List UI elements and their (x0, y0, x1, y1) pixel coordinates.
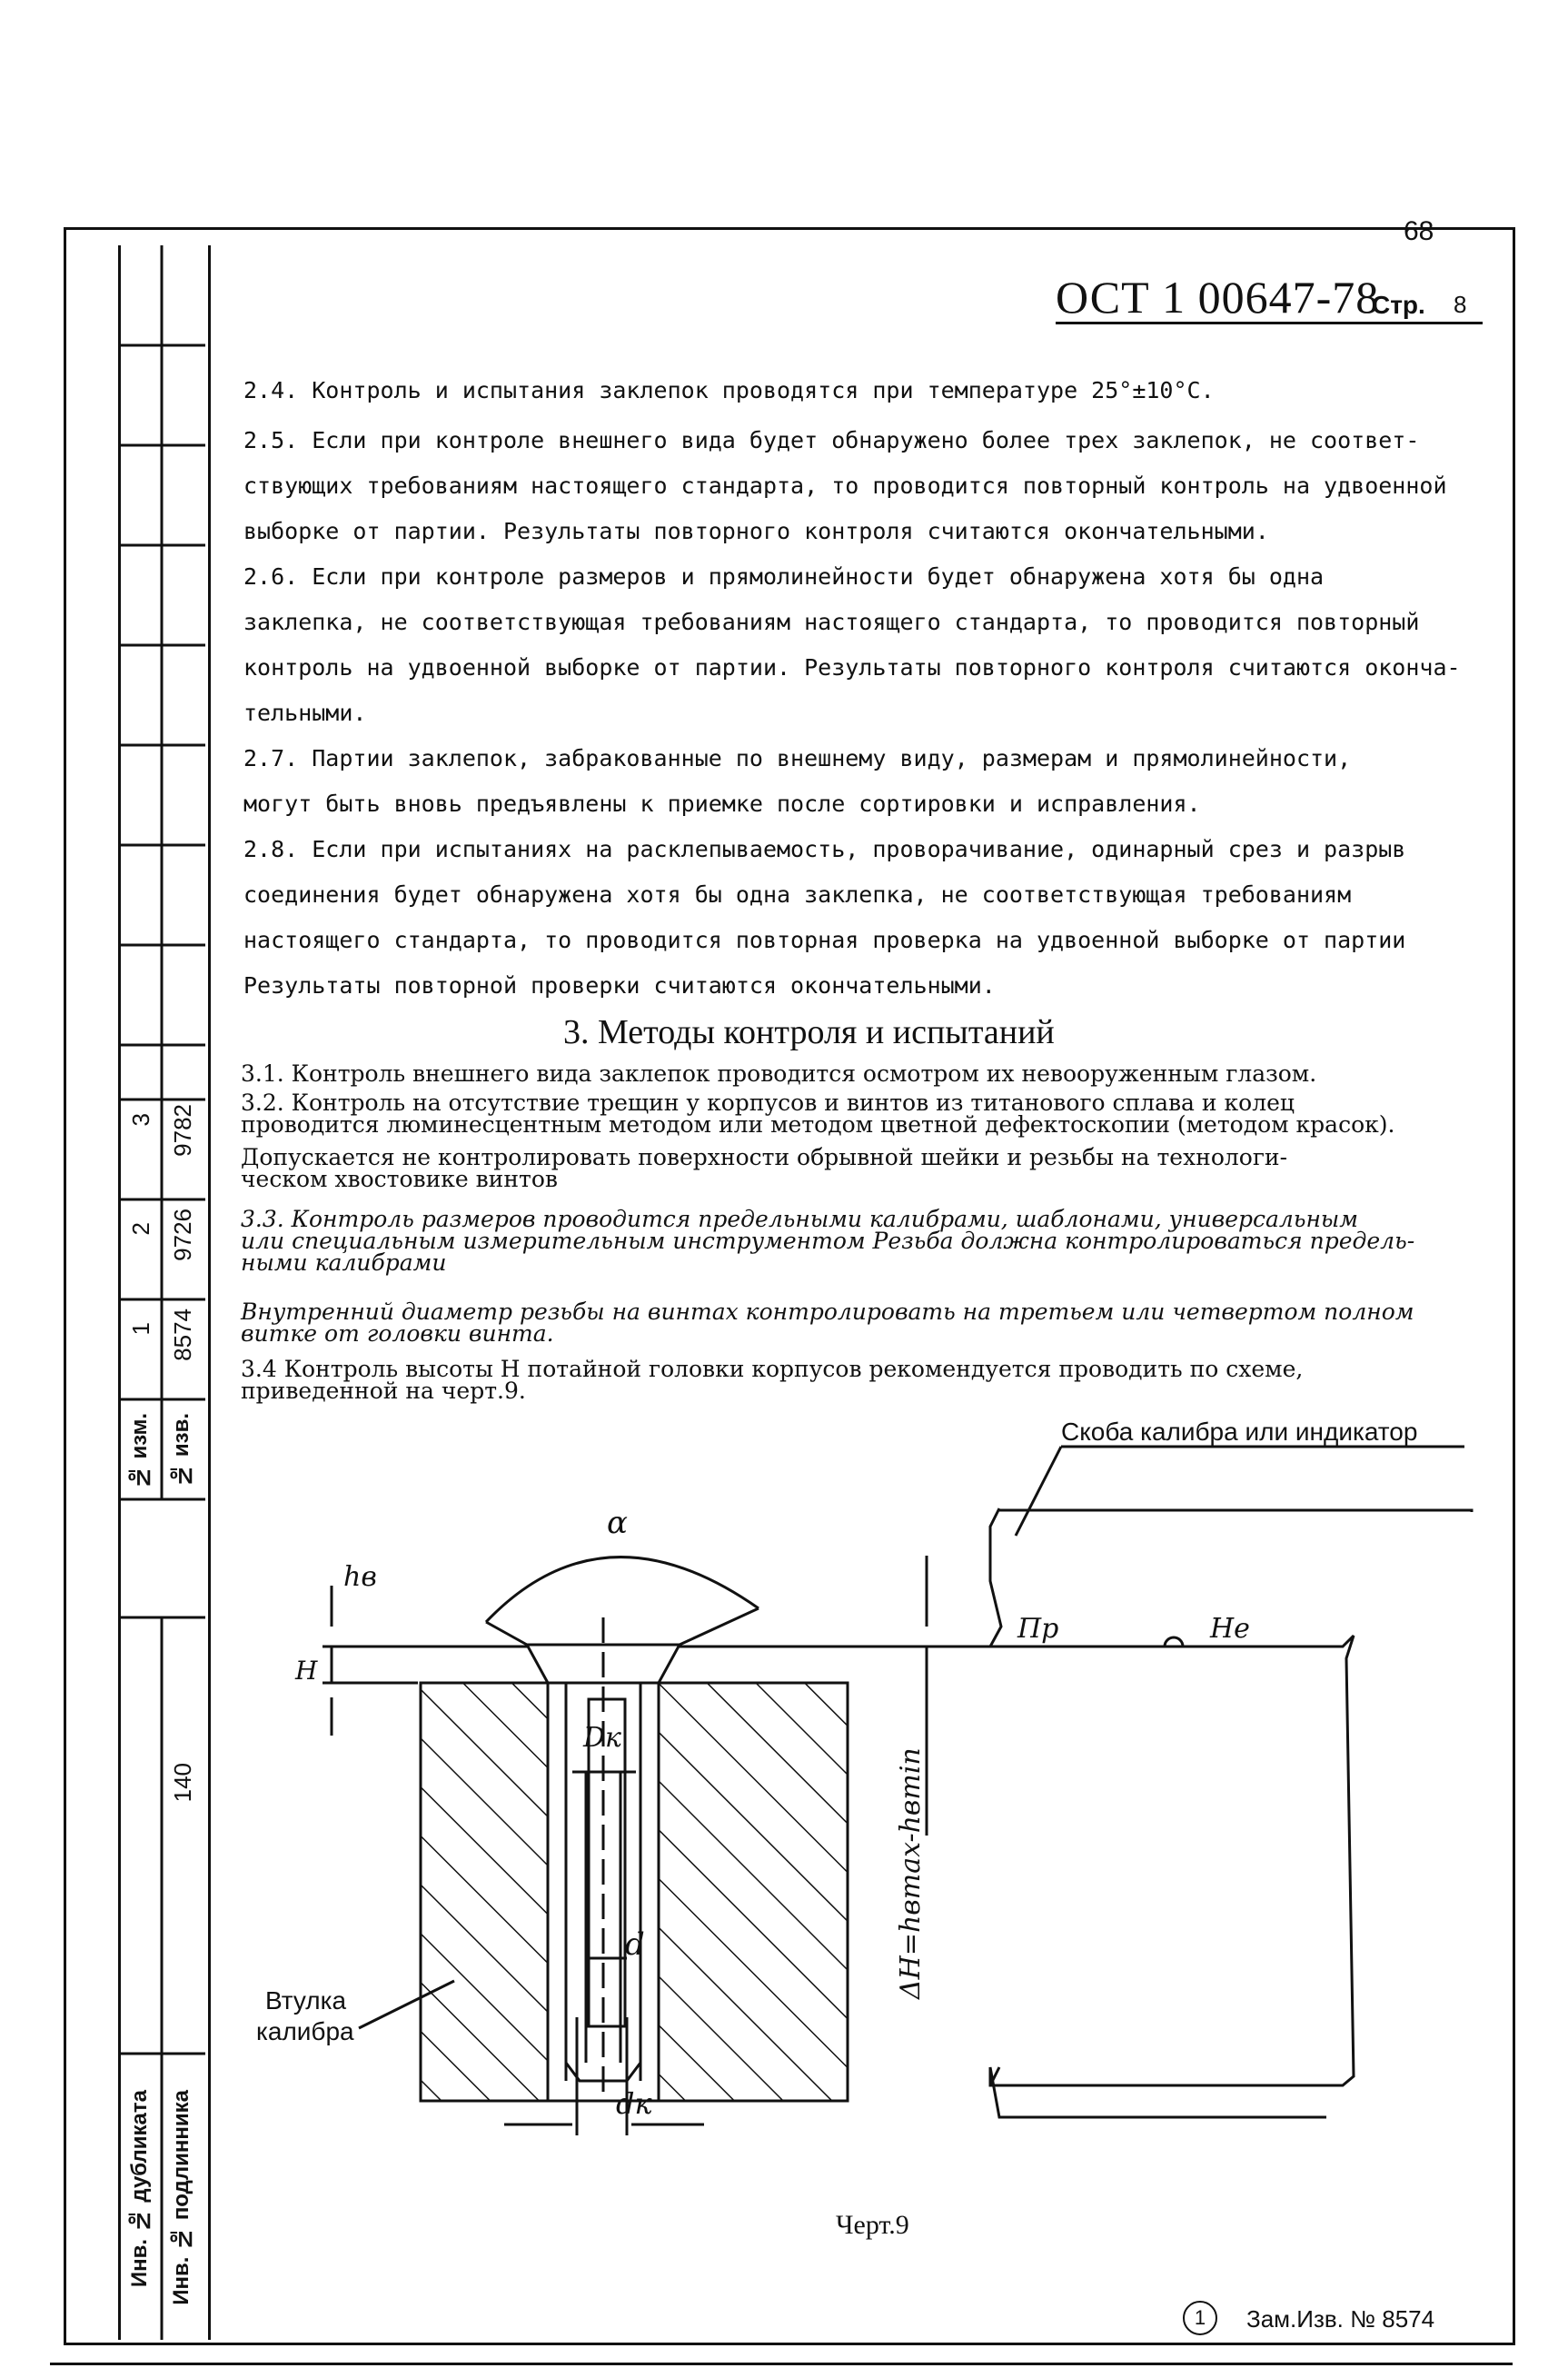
change-number-1: 1 (127, 1322, 154, 1336)
label-dk: dк (616, 2086, 652, 2121)
label-pr: Пр (1017, 1613, 1059, 1645)
standard-title: ОСТ 1 00647-78 (1056, 272, 1380, 323)
revision-circle: 1 (1183, 2301, 1217, 2335)
label-d: d (625, 1926, 645, 1963)
label-H: H (295, 1656, 318, 1686)
label-doc-no: № изв. (169, 1413, 194, 1487)
label-hb: hв (343, 1561, 377, 1593)
label-inv-dup: Инв. № дубликата (127, 2090, 152, 2288)
label-ne: Не (1210, 1613, 1250, 1645)
item-3-4: 3.4 Контроль высоты Н потайной головки корпусов рекомендуется проводить по схеме, приведенной на черт.9. (241, 1356, 1304, 1404)
figure-caption: Черт.9 (836, 2210, 909, 2240)
item-3-2-note: Допускается не контролировать поверхности обрывной шейки и резьбы на технологи- ческом хвостовике винтов (241, 1144, 1288, 1192)
sheet-number: 68 (1404, 216, 1434, 246)
inv-number: 140 (169, 1763, 196, 1803)
label-sleeve-1: Втулка (265, 1986, 347, 2015)
doc-number-1: 8574 (169, 1308, 196, 1361)
doc-number-2: 9726 (169, 1209, 196, 1261)
paragraph-2-6: 2.6. Если при контроле размеров и прямолинейности будет обнаружена хотя бы одна заклепка, не соответствующая требованиям настоящего стандарта, то проводится повторный контроль на удвоенной выборке от партии. Результаты повторного контроля считаются оконча- тельными. (243, 563, 1461, 726)
item-3-3: 3.3. Контроль размеров проводится предельными калибрами, шаблонами, универсальным или специальным измерительным инструментом Резьба должна контролироваться предель- ными калибрами (241, 1206, 1415, 1276)
label-bracket: Скоба калибра или индикатор (1061, 1418, 1418, 1446)
section-3-title: 3. Методы контроля и испытаний (563, 1013, 1055, 1051)
label-sleeve-2: калибра (256, 2017, 354, 2045)
doc-number-3: 9782 (169, 1104, 196, 1157)
label-alpha: α (607, 1505, 628, 1541)
label-change-no: № изм. (127, 1413, 152, 1490)
item-3-1: 3.1. Контроль внешнего вида заклепок проводится осмотром их невооруженным глазом. (241, 1060, 1317, 1087)
paragraph-2-4: 2.4. Контроль и испытания заклепок проводятся при температуре 25°±10°С. (243, 377, 1215, 403)
revision-note: Зам.Изв. № 8574 (1246, 2305, 1435, 2333)
paragraph-2-5: 2.5. Если при контроле внешнего вида будет обнаружено более трех заклепок, не соответ- ствующих требованиям настоящего стандарта, то проводится повторный контроль на удвоенной выборке от партии. Результаты повторного контроля считаются окончательными. (243, 427, 1447, 544)
item-3-2: 3.2. Контроль на отсутствие трещин у корпусов и винтов из титанового сплава и колец проводится люминесцентным методом или методом цветной дефектоскопии (методом красок). (241, 1090, 1395, 1138)
page-label: Стр. (1372, 291, 1425, 319)
item-3-3-note: Внутренний диаметр резьбы на винтах контролировать на третьем или четвертом полном витке от головки винта. (241, 1298, 1414, 1347)
paragraph-2-8: 2.8. Если при испытаниях на расклепываемость, проворачивание, одинарный срез и разрыв соединения будет обнаружена хотя бы одна заклепка, не соответствующая требованиям настоящего стандарта, то проводится повторная проверка на удвоенной выборке от партии Результаты повторной проверки считаются окончательными. (243, 836, 1406, 999)
paragraph-2-7: 2.7. Партии заклепок, забракованные по внешнему виду, размерам и прямолинейности, могут быть вновь предъявлены к приемке после сортировки и исправления. (243, 745, 1352, 817)
label-inv-orig: Инв. № подлинника (169, 2090, 194, 2305)
change-number-2: 2 (127, 1222, 154, 1236)
change-number-3: 3 (127, 1113, 154, 1127)
label-delta-h: ΔH=hвmax-hвmin (895, 1747, 927, 1999)
label-Dk: Dк (583, 1722, 621, 1754)
page-number: 8 (1454, 291, 1467, 318)
